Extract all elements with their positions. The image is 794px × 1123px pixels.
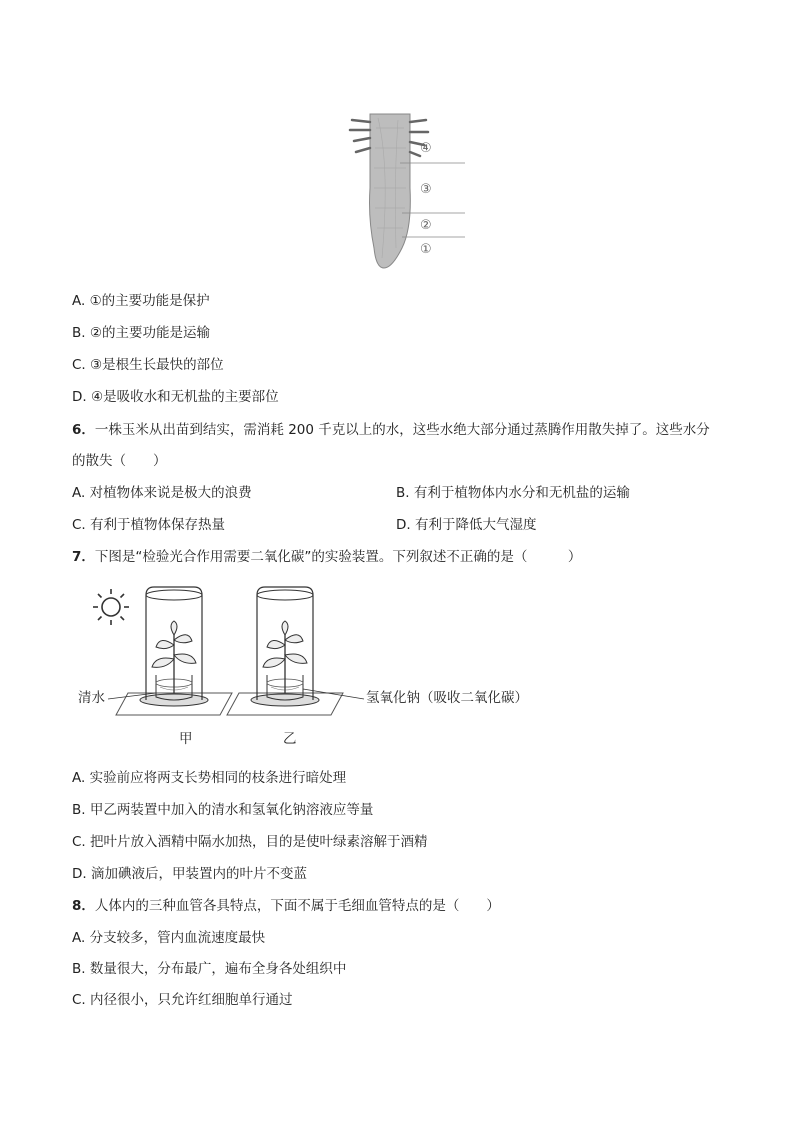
q5-option-d: D. ④是吸收水和无机盐的主要部位 <box>72 389 279 405</box>
q7-option-b: B. 甲乙两装置中加入的清水和氢氧化钠溶液应等量 <box>72 802 374 818</box>
q6-stem-line2: 的散失（ ） <box>72 453 167 469</box>
label-4: ④ <box>420 141 432 156</box>
q7-stem-text: 下图是“检验光合作用需要二氧化碳”的实验装置。下列叙述不正确的是（ ） <box>94 549 582 565</box>
q6-stem-text: 一株玉米从出苗到结实，需消耗 200 千克以上的水，这些水绝大部分通过蒸腾作用散失掉了。这些水分 <box>94 422 710 438</box>
q8-number: 8． <box>72 898 95 914</box>
label-water: 清水 <box>78 690 105 706</box>
q7-number: 7． <box>72 549 95 565</box>
q6-option-c: C. 有利于植物体保存热量 <box>72 517 226 533</box>
sun-icon <box>93 589 129 625</box>
label-2: ② <box>420 218 432 233</box>
q5-option-c: C. ③是根生长最快的部位 <box>72 357 224 373</box>
q6-option-b: B. 有利于植物体内水分和无机盐的运输 <box>396 485 630 501</box>
q8-stem <box>72 896 500 916</box>
root-tip-drawing <box>340 108 470 273</box>
experiment-figure <box>76 585 556 750</box>
q8-option-b: B. 数量很大，分布最广，遍布全身各处组织中 <box>72 961 347 977</box>
q6-stem-line1 <box>72 420 710 440</box>
label-jar-2: 乙 <box>283 731 297 747</box>
label-1: ① <box>420 242 432 257</box>
q8-option-c: C. 内径很小，只允许红细胞单行通过 <box>72 992 293 1008</box>
q7-option-c: C. 把叶片放入酒精中隔水加热，目的是使叶绿素溶解于酒精 <box>72 834 428 850</box>
q5-option-a: A. ①的主要功能是保护 <box>72 293 210 309</box>
q7-stem <box>72 547 581 567</box>
q7-option-a: A. 实验前应将两支长势相同的枝条进行暗处理 <box>72 770 347 786</box>
root-tip-figure <box>340 108 470 273</box>
q6-number: 6． <box>72 422 95 438</box>
q5-option-b: B. ②的主要功能是运输 <box>72 325 210 341</box>
label-3: ③ <box>420 182 432 197</box>
q8-option-a: A. 分支较多，管内血流速度最快 <box>72 930 266 946</box>
label-naoh: 氢氧化钠（吸收二氧化碳） <box>366 690 528 706</box>
q6-option-d: D. 有利于降低大气湿度 <box>396 517 537 533</box>
q7-option-d: D. 滴加碘液后，甲装置内的叶片不变蓝 <box>72 866 307 882</box>
experiment-drawing <box>76 585 556 750</box>
label-jar-1: 甲 <box>179 731 193 747</box>
jar-2 <box>227 587 343 715</box>
q8-stem-text: 人体内的三种血管各具特点，下面不属于毛细血管特点的是（ ） <box>94 898 500 914</box>
q6-option-a: A. 对植物体来说是极大的浪费 <box>72 485 252 501</box>
